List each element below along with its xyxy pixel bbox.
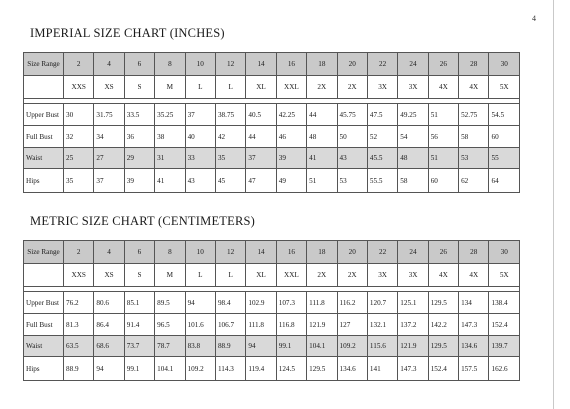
measurement-row	[24, 292, 520, 314]
measurement-value-cell: 129.5	[428, 292, 458, 314]
measurement-value-cell: 141	[367, 357, 397, 381]
letter-size-cell: S	[124, 264, 154, 287]
letter-size-cell: L	[185, 264, 215, 287]
measurement-value-cell: 37	[94, 169, 124, 193]
measurement-label: Hips	[24, 357, 64, 381]
measurement-value-cell: 43	[185, 169, 215, 193]
measurement-row	[24, 336, 520, 357]
measurement-value-cell: 88.9	[64, 357, 94, 381]
letter-size-cell: L	[185, 76, 215, 99]
measurement-value-cell: 68.6	[94, 336, 124, 357]
measurement-value-cell: 83.8	[185, 336, 215, 357]
measurement-value-cell: 162.6	[489, 357, 520, 381]
measurement-row	[24, 314, 520, 336]
size-range-header: Size Range	[24, 241, 64, 264]
letter-size-cell: S	[124, 76, 154, 99]
imperial-chart-title: IMPERIAL SIZE CHART (INCHES)	[30, 26, 225, 40]
measurement-value-cell: 32	[64, 126, 94, 148]
measurement-row	[24, 357, 520, 381]
measurement-value-cell: 157.5	[459, 357, 489, 381]
measurement-row	[24, 126, 520, 148]
letter-size-cell: XXS	[64, 76, 94, 99]
measurement-value-cell: 78.7	[155, 336, 185, 357]
metric-chart-title: METRIC SIZE CHART (CENTIMETERS)	[30, 214, 256, 228]
size-number-cell: 30	[489, 241, 520, 264]
measurement-value-cell: 85.1	[124, 292, 154, 314]
measurement-value-cell: 38.75	[215, 104, 245, 126]
letter-size-cell: 3X	[367, 76, 397, 99]
measurement-value-cell: 116.8	[276, 314, 306, 336]
size-number-cell: 30	[489, 53, 520, 76]
measurement-value-cell: 106.7	[215, 314, 245, 336]
measurement-value-cell: 111.8	[307, 292, 337, 314]
measurement-value-cell: 99.1	[124, 357, 154, 381]
size-number-cell: 12	[215, 241, 245, 264]
measurement-value-cell: 60	[428, 169, 458, 193]
measurement-value-cell: 121.9	[307, 314, 337, 336]
measurement-value-cell: 54.5	[489, 104, 520, 126]
measurement-value-cell: 124.5	[276, 357, 306, 381]
measurement-value-cell: 53	[459, 148, 489, 169]
measurement-value-cell: 35	[64, 169, 94, 193]
measurement-value-cell: 104.1	[155, 357, 185, 381]
letter-size-cell: 4X	[459, 264, 489, 287]
measurement-value-cell: 52	[367, 126, 397, 148]
size-number-cell: 22	[367, 241, 397, 264]
measurement-value-cell: 33.5	[124, 104, 154, 126]
measurement-value-cell: 44	[246, 126, 276, 148]
measurement-value-cell: 49	[276, 169, 306, 193]
measurement-value-cell: 42	[215, 126, 245, 148]
measurement-value-cell: 96.5	[155, 314, 185, 336]
measurement-value-cell: 142.2	[428, 314, 458, 336]
measurement-value-cell: 42.25	[276, 104, 306, 126]
measurement-value-cell: 31	[155, 148, 185, 169]
measurement-value-cell: 80.6	[94, 292, 124, 314]
letter-size-cell: XXL	[276, 76, 306, 99]
letter-size-cell: XL	[246, 76, 276, 99]
measurement-value-cell: 121.9	[398, 336, 428, 357]
measurement-label: Full Bust	[24, 314, 64, 336]
measurement-value-cell: 39	[124, 169, 154, 193]
measurement-value-cell: 129.5	[307, 357, 337, 381]
measurement-value-cell: 137.2	[398, 314, 428, 336]
measurement-value-cell: 91.4	[124, 314, 154, 336]
measurement-value-cell: 39	[276, 148, 306, 169]
letter-size-cell: XXL	[276, 264, 306, 287]
measurement-value-cell: 147.3	[459, 314, 489, 336]
letter-size-cell: XS	[94, 76, 124, 99]
measurement-value-cell: 40.5	[246, 104, 276, 126]
size-number-cell: 4	[94, 241, 124, 264]
measurement-value-cell: 55.5	[367, 169, 397, 193]
measurement-label: Upper Bust	[24, 292, 64, 314]
measurement-value-cell: 44	[307, 104, 337, 126]
size-number-cell: 20	[337, 241, 367, 264]
size-number-cell: 24	[398, 241, 428, 264]
measurement-value-cell: 125.1	[398, 292, 428, 314]
measurement-value-cell: 55	[489, 148, 520, 169]
size-number-cell: 28	[459, 241, 489, 264]
measurement-value-cell: 52.75	[459, 104, 489, 126]
measurement-value-cell: 64	[489, 169, 520, 193]
letter-size-cell: M	[155, 76, 185, 99]
measurement-label: Full Bust	[24, 126, 64, 148]
measurement-value-cell: 50	[337, 126, 367, 148]
letter-size-cell: XXS	[64, 264, 94, 287]
measurement-value-cell: 48	[398, 148, 428, 169]
measurement-value-cell: 107.3	[276, 292, 306, 314]
measurement-value-cell: 49.25	[398, 104, 428, 126]
measurement-value-cell: 139.7	[489, 336, 520, 357]
letter-size-cell: XL	[246, 264, 276, 287]
measurement-value-cell: 43	[337, 148, 367, 169]
letter-size-cell: 2X	[307, 264, 337, 287]
size-number-row	[24, 241, 520, 264]
measurement-value-cell: 31.75	[94, 104, 124, 126]
measurement-value-cell: 51	[428, 104, 458, 126]
measurement-value-cell: 88.9	[215, 336, 245, 357]
measurement-value-cell: 101.6	[185, 314, 215, 336]
measurement-value-cell: 37	[246, 148, 276, 169]
measurement-value-cell: 81.3	[64, 314, 94, 336]
measurement-value-cell: 35.25	[155, 104, 185, 126]
letter-size-cell: 2X	[337, 76, 367, 99]
metric-size-table	[23, 240, 520, 381]
letter-size-cell: 5X	[489, 76, 520, 99]
size-number-cell: 8	[155, 241, 185, 264]
size-number-cell: 10	[185, 241, 215, 264]
measurement-value-cell: 63.5	[64, 336, 94, 357]
size-number-cell: 6	[124, 241, 154, 264]
measurement-label: Upper Bust	[24, 104, 64, 126]
measurement-value-cell: 41	[307, 148, 337, 169]
letter-size-cell: 3X	[398, 264, 428, 287]
measurement-value-cell: 147.3	[398, 357, 428, 381]
measurement-value-cell: 54	[398, 126, 428, 148]
measurement-value-cell: 120.7	[367, 292, 397, 314]
size-number-cell: 12	[215, 53, 245, 76]
letter-size-cell: 2X	[307, 76, 337, 99]
measurement-value-cell: 29	[124, 148, 154, 169]
measurement-row	[24, 169, 520, 193]
measurement-value-cell: 45	[215, 169, 245, 193]
size-range-header: Size Range	[24, 53, 64, 76]
measurement-value-cell: 134	[459, 292, 489, 314]
letter-size-row	[24, 76, 520, 99]
measurement-row	[24, 148, 520, 169]
measurement-value-cell: 109.2	[185, 357, 215, 381]
measurement-value-cell: 51	[307, 169, 337, 193]
measurement-label: Hips	[24, 169, 64, 193]
page-edge-rule	[553, 0, 554, 409]
letter-size-blank-cell	[24, 76, 64, 99]
measurement-value-cell: 104.1	[307, 336, 337, 357]
measurement-value-cell: 109.2	[337, 336, 367, 357]
measurement-value-cell: 73.7	[124, 336, 154, 357]
measurement-value-cell: 45.5	[367, 148, 397, 169]
measurement-value-cell: 27	[94, 148, 124, 169]
measurement-value-cell: 129.5	[428, 336, 458, 357]
letter-size-cell: 3X	[398, 76, 428, 99]
measurement-value-cell: 94	[94, 357, 124, 381]
size-number-cell: 14	[246, 241, 276, 264]
letter-size-cell: 4X	[428, 76, 458, 99]
size-number-cell: 24	[398, 53, 428, 76]
measurement-value-cell: 114.3	[215, 357, 245, 381]
measurement-value-cell: 102.9	[246, 292, 276, 314]
letter-size-cell: 3X	[367, 264, 397, 287]
measurement-value-cell: 127	[337, 314, 367, 336]
measurement-value-cell: 76.2	[64, 292, 94, 314]
measurement-value-cell: 30	[64, 104, 94, 126]
measurement-value-cell: 132.1	[367, 314, 397, 336]
size-number-cell: 22	[367, 53, 397, 76]
letter-size-cell: L	[215, 76, 245, 99]
size-number-cell: 8	[155, 53, 185, 76]
size-number-cell: 16	[276, 53, 306, 76]
measurement-value-cell: 56	[428, 126, 458, 148]
measurement-value-cell: 86.4	[94, 314, 124, 336]
letter-size-cell: L	[215, 264, 245, 287]
imperial-size-table	[23, 52, 520, 193]
letter-size-cell: XS	[94, 264, 124, 287]
size-number-cell: 14	[246, 53, 276, 76]
measurement-value-cell: 36	[124, 126, 154, 148]
measurement-value-cell: 119.4	[246, 357, 276, 381]
size-number-cell: 6	[124, 53, 154, 76]
measurement-value-cell: 48	[307, 126, 337, 148]
size-number-cell: 4	[94, 53, 124, 76]
measurement-value-cell: 94	[246, 336, 276, 357]
measurement-value-cell: 38	[155, 126, 185, 148]
measurement-value-cell: 99.1	[276, 336, 306, 357]
measurement-value-cell: 25	[64, 148, 94, 169]
measurement-row	[24, 104, 520, 126]
measurement-value-cell: 41	[155, 169, 185, 193]
measurement-value-cell: 51	[428, 148, 458, 169]
letter-size-cell: M	[155, 264, 185, 287]
size-number-cell: 26	[428, 53, 458, 76]
measurement-label: Waist	[24, 148, 64, 169]
size-number-cell: 2	[64, 53, 94, 76]
measurement-value-cell: 138.4	[489, 292, 520, 314]
measurement-value-cell: 47	[246, 169, 276, 193]
measurement-value-cell: 53	[337, 169, 367, 193]
size-number-cell: 18	[307, 53, 337, 76]
measurement-value-cell: 134.6	[337, 357, 367, 381]
measurement-value-cell: 152.4	[489, 314, 520, 336]
measurement-value-cell: 46	[276, 126, 306, 148]
measurement-value-cell: 35	[215, 148, 245, 169]
measurement-value-cell: 111.8	[246, 314, 276, 336]
measurement-value-cell: 60	[489, 126, 520, 148]
measurement-value-cell: 62	[459, 169, 489, 193]
letter-size-blank-cell	[24, 264, 64, 287]
size-number-cell: 2	[64, 241, 94, 264]
measurement-value-cell: 98.4	[215, 292, 245, 314]
measurement-label: Waist	[24, 336, 64, 357]
size-number-cell: 26	[428, 241, 458, 264]
measurement-value-cell: 40	[185, 126, 215, 148]
measurement-value-cell: 94	[185, 292, 215, 314]
size-number-row	[24, 53, 520, 76]
measurement-value-cell: 152.4	[428, 357, 458, 381]
letter-size-cell: 2X	[337, 264, 367, 287]
letter-size-row	[24, 264, 520, 287]
size-number-cell: 28	[459, 53, 489, 76]
measurement-value-cell: 34	[94, 126, 124, 148]
measurement-value-cell: 45.75	[337, 104, 367, 126]
page-number: 4	[532, 14, 536, 23]
letter-size-cell: 4X	[459, 76, 489, 99]
measurement-value-cell: 115.6	[367, 336, 397, 357]
size-number-cell: 18	[307, 241, 337, 264]
measurement-value-cell: 58	[398, 169, 428, 193]
size-number-cell: 16	[276, 241, 306, 264]
measurement-value-cell: 47.5	[367, 104, 397, 126]
measurement-value-cell: 37	[185, 104, 215, 126]
size-number-cell: 20	[337, 53, 367, 76]
size-number-cell: 10	[185, 53, 215, 76]
measurement-value-cell: 134.6	[459, 336, 489, 357]
measurement-value-cell: 58	[459, 126, 489, 148]
letter-size-cell: 5X	[489, 264, 520, 287]
measurement-value-cell: 33	[185, 148, 215, 169]
measurement-value-cell: 116.2	[337, 292, 367, 314]
letter-size-cell: 4X	[428, 264, 458, 287]
measurement-value-cell: 89.5	[155, 292, 185, 314]
